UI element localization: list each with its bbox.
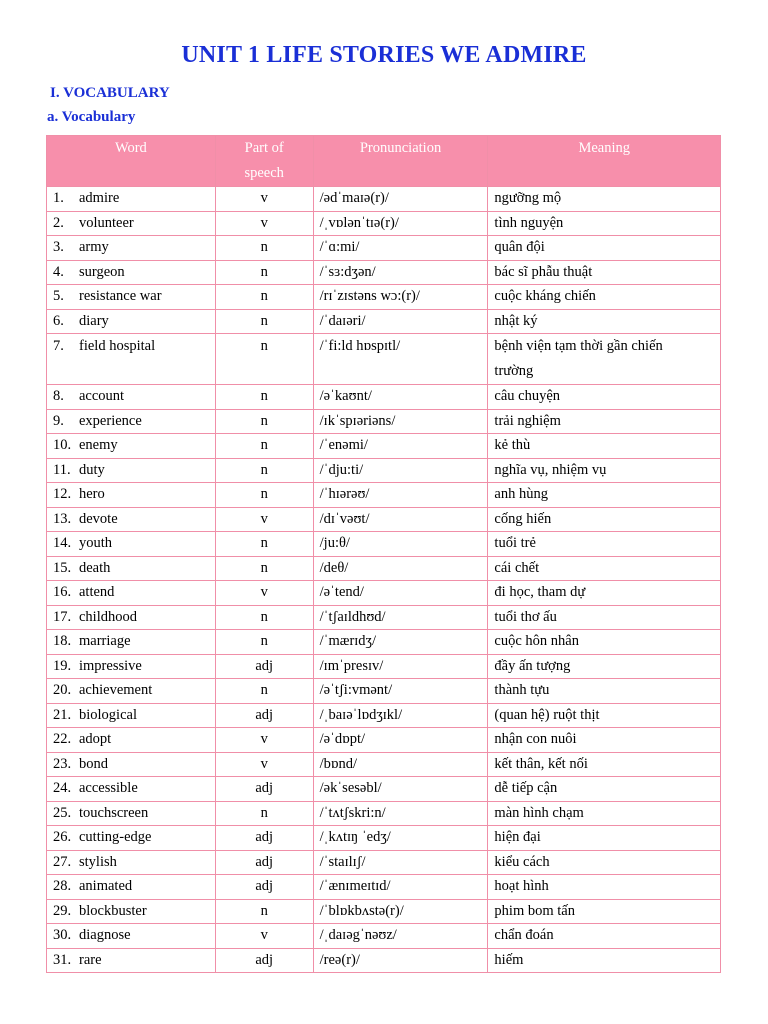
meaning-text: nhận con nuôi [494, 731, 577, 747]
word-cell [47, 236, 216, 261]
word-cell [47, 728, 216, 753]
table-row [47, 532, 721, 557]
row-number: 25. [53, 804, 72, 821]
row-number: 24. [53, 780, 72, 796]
row-number: 20. [53, 682, 72, 698]
word-cell [47, 187, 216, 212]
meaning-cell [488, 187, 721, 212]
row-number: 4. [53, 263, 64, 280]
meaning-text: hoạt hình [494, 878, 549, 894]
word-text: attend [79, 584, 115, 600]
word-cell [47, 679, 216, 704]
meaning-cell [488, 924, 721, 949]
row-number: 26. [53, 829, 72, 845]
row-number: 29. [53, 902, 72, 919]
part-of-speech-cell: adj [215, 654, 313, 679]
pronunciation-cell: /ˈɑ:mi/ [313, 236, 488, 261]
meaning-cell [488, 507, 721, 532]
meaning-cell [488, 679, 721, 704]
pronunciation-cell: /əˈkaʊnt/ [313, 385, 488, 410]
meaning-cell [488, 260, 721, 285]
meaning-text: nhật ký [494, 312, 538, 329]
pronunciation-cell: /ˈenəmi/ [313, 434, 488, 459]
word-text: youth [79, 535, 113, 551]
part-of-speech-cell: v [215, 728, 313, 753]
meaning-text-continued: trường [494, 363, 534, 379]
word-text: cutting-edge [79, 829, 152, 845]
meaning-text: đi học, tham dự [494, 584, 586, 600]
table-row [47, 899, 721, 924]
page-title: UNIT 1 LIFE STORIES WE ADMIRE [181, 42, 587, 68]
pronunciation-cell: /bɒnd/ [313, 752, 488, 777]
part-of-speech-cell: n [215, 334, 313, 385]
pronunciation-cell: /əˈtend/ [313, 581, 488, 606]
table-row [47, 483, 721, 508]
part-of-speech-cell: adj [215, 777, 313, 802]
part-of-speech-cell: adj [215, 703, 313, 728]
table-row [47, 236, 721, 261]
word-text: enemy [79, 437, 118, 453]
meaning-cell [488, 630, 721, 655]
word-cell [47, 532, 216, 557]
meaning-cell [488, 211, 721, 236]
pronunciation-cell: /ˈtʌtʃskri:n/ [313, 801, 488, 826]
row-number: 1. [53, 190, 64, 206]
table-row [47, 924, 721, 949]
word-cell [47, 434, 216, 459]
row-number: 3. [53, 239, 64, 255]
part-of-speech-cell: v [215, 211, 313, 236]
pronunciation-cell: /ˌvɒlənˈtɪə(r)/ [313, 211, 488, 236]
table-row [47, 434, 721, 459]
meaning-cell [488, 285, 721, 310]
meaning-text: cái chết [494, 559, 540, 576]
meaning-cell [488, 309, 721, 334]
word-cell [47, 924, 216, 949]
header-pronunciation: Pronunciation [313, 136, 488, 187]
word-text: diagnose [79, 927, 131, 943]
word-text: animated [79, 878, 133, 894]
meaning-cell [488, 556, 721, 581]
part-of-speech-cell: n [215, 556, 313, 581]
meaning-cell [488, 875, 721, 900]
pronunciation-cell: /ˈænɪmeɪtɪd/ [313, 875, 488, 900]
word-text: rare [79, 951, 102, 968]
pronunciation-cell: /ədˈmaɪə(r)/ [313, 187, 488, 212]
table-row [47, 260, 721, 285]
word-cell [47, 948, 216, 973]
part-of-speech-cell: v [215, 924, 313, 949]
row-number: 28. [53, 878, 72, 894]
meaning-cell [488, 581, 721, 606]
part-of-speech-cell: n [215, 532, 313, 557]
row-number: 19. [53, 657, 72, 674]
meaning-text: màn hình chạm [494, 804, 584, 821]
header-part-of-speech [215, 136, 313, 187]
table-row [47, 948, 721, 973]
word-text: hero [79, 486, 105, 502]
pronunciation-cell: /ˈblɒkbʌstə(r)/ [313, 899, 488, 924]
table-row [47, 875, 721, 900]
part-of-speech-cell: adj [215, 948, 313, 973]
word-cell [47, 483, 216, 508]
row-number: 31. [53, 951, 72, 968]
pronunciation-cell: /ˈdaɪəri/ [313, 309, 488, 334]
table-row [47, 801, 721, 826]
meaning-cell [488, 728, 721, 753]
meaning-cell [488, 409, 721, 434]
pronunciation-cell: /ˌdaɪəgˈnəʊz/ [313, 924, 488, 949]
meaning-cell [488, 899, 721, 924]
meaning-cell [488, 826, 721, 851]
table-row [47, 385, 721, 410]
word-text: duty [79, 461, 105, 478]
word-cell [47, 458, 216, 483]
table-row [47, 309, 721, 334]
vocabulary-table [46, 135, 721, 973]
word-text: account [79, 388, 125, 404]
word-text: accessible [79, 780, 138, 796]
meaning-text: phim bom tấn [494, 902, 575, 919]
word-text: surgeon [79, 263, 125, 280]
table-body [47, 187, 721, 973]
word-text: field hospital [79, 338, 156, 354]
row-number: 5. [53, 288, 64, 304]
table-row [47, 285, 721, 310]
word-text: adopt [79, 731, 112, 747]
part-of-speech-cell: n [215, 630, 313, 655]
part-of-speech-cell: n [215, 385, 313, 410]
word-text: touchscreen [79, 804, 149, 821]
part-of-speech-cell: v [215, 752, 313, 777]
part-of-speech-cell: adj [215, 826, 313, 851]
meaning-cell [488, 654, 721, 679]
pronunciation-cell: /ˈdju:ti/ [313, 458, 488, 483]
word-cell [47, 752, 216, 777]
part-of-speech-cell: n [215, 679, 313, 704]
meaning-text: hiếm [494, 951, 524, 968]
part-of-speech-cell: n [215, 260, 313, 285]
pronunciation-cell: /ˈtʃaɪldhʊd/ [313, 605, 488, 630]
meaning-text: quân đội [494, 239, 545, 255]
word-text: resistance war [79, 288, 162, 304]
meaning-text: tuổi trẻ [494, 535, 536, 551]
pronunciation-cell: /əˈdɒpt/ [313, 728, 488, 753]
pronunciation-cell: /əˈtʃi:vmənt/ [313, 679, 488, 704]
pronunciation-cell: /ˈhɪərəʊ/ [313, 483, 488, 508]
part-of-speech-cell: v [215, 581, 313, 606]
row-number: 18. [53, 633, 72, 649]
word-text: bond [79, 755, 108, 772]
row-number: 15. [53, 559, 72, 576]
pronunciation-cell: /ˌkʌtɪŋ ˈedʒ/ [313, 826, 488, 851]
pronunciation-cell: /ɪkˈspɪəriəns/ [313, 409, 488, 434]
word-text: blockbuster [79, 902, 147, 919]
row-number: 13. [53, 510, 72, 527]
section-heading: I. VOCABULARY [50, 85, 170, 101]
pronunciation-cell: /deθ/ [313, 556, 488, 581]
word-text: achievement [79, 682, 153, 698]
meaning-text: trải nghiệm [494, 412, 561, 429]
table-row [47, 728, 721, 753]
table-row [47, 826, 721, 851]
part-of-speech-cell: n [215, 483, 313, 508]
word-text: volunteer [79, 214, 134, 231]
meaning-text: kẻ thù [494, 437, 531, 453]
part-of-speech-cell: n [215, 801, 313, 826]
pronunciation-cell: /ˈfi:ld hɒspɪtl/ [313, 334, 488, 385]
row-number: 23. [53, 755, 72, 772]
meaning-text: bệnh viện tạm thời gần chiến [494, 338, 663, 354]
row-number: 7. [53, 338, 64, 354]
table-row [47, 679, 721, 704]
table-row [47, 334, 721, 385]
row-number: 6. [53, 312, 64, 329]
word-cell [47, 875, 216, 900]
meaning-cell [488, 532, 721, 557]
word-text: childhood [79, 608, 137, 625]
word-cell [47, 409, 216, 434]
word-text: devote [79, 510, 118, 527]
part-of-speech-cell: n [215, 605, 313, 630]
meaning-text: kiểu cách [494, 853, 550, 870]
part-of-speech-cell: n [215, 236, 313, 261]
meaning-cell [488, 385, 721, 410]
word-cell [47, 777, 216, 802]
word-cell [47, 260, 216, 285]
meaning-text: nghĩa vụ, nhiệm vụ [494, 461, 607, 478]
meaning-cell [488, 434, 721, 459]
pronunciation-cell: /ˈstaɪlɪʃ/ [313, 850, 488, 875]
meaning-text: bác sĩ phẫu thuật [494, 263, 593, 280]
table-row [47, 556, 721, 581]
meaning-cell [488, 605, 721, 630]
meaning-text: ngưỡng mộ [494, 190, 562, 206]
table-row [47, 458, 721, 483]
part-of-speech-cell: n [215, 899, 313, 924]
meaning-cell [488, 458, 721, 483]
meaning-cell [488, 483, 721, 508]
word-cell [47, 826, 216, 851]
word-text: impressive [79, 657, 142, 674]
meaning-text: chẩn đoán [494, 927, 554, 943]
meaning-cell [488, 334, 721, 385]
part-of-speech-cell: adj [215, 875, 313, 900]
table-row [47, 752, 721, 777]
meaning-text: cuộc kháng chiến [494, 288, 596, 304]
meaning-text: đầy ấn tượng [494, 657, 571, 674]
word-cell [47, 385, 216, 410]
row-number: 21. [53, 706, 72, 723]
table-row [47, 507, 721, 532]
row-number: 16. [53, 584, 72, 600]
header-pos-line1: Part of [244, 140, 284, 156]
meaning-text: thành tựu [494, 682, 550, 698]
table-row [47, 605, 721, 630]
row-number: 17. [53, 608, 72, 625]
part-of-speech-cell: v [215, 507, 313, 532]
row-number: 27. [53, 853, 72, 870]
meaning-cell [488, 801, 721, 826]
word-cell [47, 703, 216, 728]
meaning-cell [488, 236, 721, 261]
table-row [47, 654, 721, 679]
row-number: 2. [53, 214, 64, 231]
part-of-speech-cell: n [215, 434, 313, 459]
row-number: 8. [53, 388, 64, 404]
word-text: diary [79, 312, 109, 329]
meaning-cell [488, 850, 721, 875]
pronunciation-cell: /dɪˈvəʊt/ [313, 507, 488, 532]
word-text: death [79, 559, 111, 576]
table-row [47, 630, 721, 655]
word-cell [47, 850, 216, 875]
row-number: 30. [53, 927, 72, 943]
row-number: 10. [53, 437, 72, 453]
part-of-speech-cell: n [215, 409, 313, 434]
word-cell [47, 581, 216, 606]
table-row [47, 850, 721, 875]
word-text: biological [79, 706, 137, 723]
meaning-text: tuổi thơ ấu [494, 608, 557, 625]
meaning-cell [488, 703, 721, 728]
row-number: 14. [53, 535, 72, 551]
row-number: 22. [53, 731, 72, 747]
part-of-speech-cell: n [215, 458, 313, 483]
table-row [47, 187, 721, 212]
table-row [47, 409, 721, 434]
part-of-speech-cell: n [215, 309, 313, 334]
pronunciation-cell: /ju:θ/ [313, 532, 488, 557]
pronunciation-cell: /ˈsɜ:dʒən/ [313, 260, 488, 285]
meaning-text: kết thân, kết nối [494, 755, 588, 772]
meaning-text: anh hùng [494, 486, 548, 502]
table-header [47, 136, 721, 187]
pronunciation-cell: /ɪmˈpresɪv/ [313, 654, 488, 679]
meaning-text: (quan hệ) ruột thịt [494, 706, 600, 723]
word-cell [47, 556, 216, 581]
word-cell [47, 285, 216, 310]
word-cell [47, 507, 216, 532]
part-of-speech-cell: n [215, 285, 313, 310]
header-word: Word [47, 136, 216, 187]
pronunciation-cell: /ˈmærɪdʒ/ [313, 630, 488, 655]
word-text: experience [79, 412, 142, 429]
pronunciation-cell: /rɪˈzɪstəns wɔ:(r)/ [313, 285, 488, 310]
word-cell [47, 801, 216, 826]
word-cell [47, 334, 216, 385]
meaning-cell [488, 948, 721, 973]
header-pos-line2: speech [244, 165, 284, 181]
word-cell [47, 899, 216, 924]
word-cell [47, 654, 216, 679]
word-cell [47, 630, 216, 655]
meaning-text: tình nguyện [494, 214, 564, 231]
meaning-cell [488, 777, 721, 802]
meaning-text: cuộc hôn nhân [494, 633, 579, 649]
meaning-text: hiện đại [494, 829, 541, 845]
meaning-text: câu chuyện [494, 388, 561, 404]
word-cell [47, 605, 216, 630]
meaning-text: dễ tiếp cận [494, 780, 558, 796]
table-row [47, 777, 721, 802]
word-text: admire [79, 190, 120, 206]
row-number: 11. [53, 461, 71, 478]
pronunciation-cell: /əkˈsesəbl/ [313, 777, 488, 802]
part-of-speech-cell: v [215, 187, 313, 212]
meaning-cell [488, 752, 721, 777]
subsection-heading: a. Vocabulary [47, 109, 136, 125]
word-text: marriage [79, 633, 131, 649]
row-number: 9. [53, 412, 64, 429]
pronunciation-cell: /ˌbaɪəˈlɒdʒɪkl/ [313, 703, 488, 728]
row-number: 12. [53, 486, 72, 502]
table-row [47, 581, 721, 606]
table-row [47, 211, 721, 236]
word-cell [47, 309, 216, 334]
word-text: army [79, 239, 109, 255]
word-cell [47, 211, 216, 236]
table-row [47, 703, 721, 728]
header-meaning: Meaning [488, 136, 721, 187]
meaning-text: cống hiến [494, 510, 552, 527]
pronunciation-cell: /reə(r)/ [313, 948, 488, 973]
word-text: stylish [79, 853, 117, 870]
part-of-speech-cell: adj [215, 850, 313, 875]
